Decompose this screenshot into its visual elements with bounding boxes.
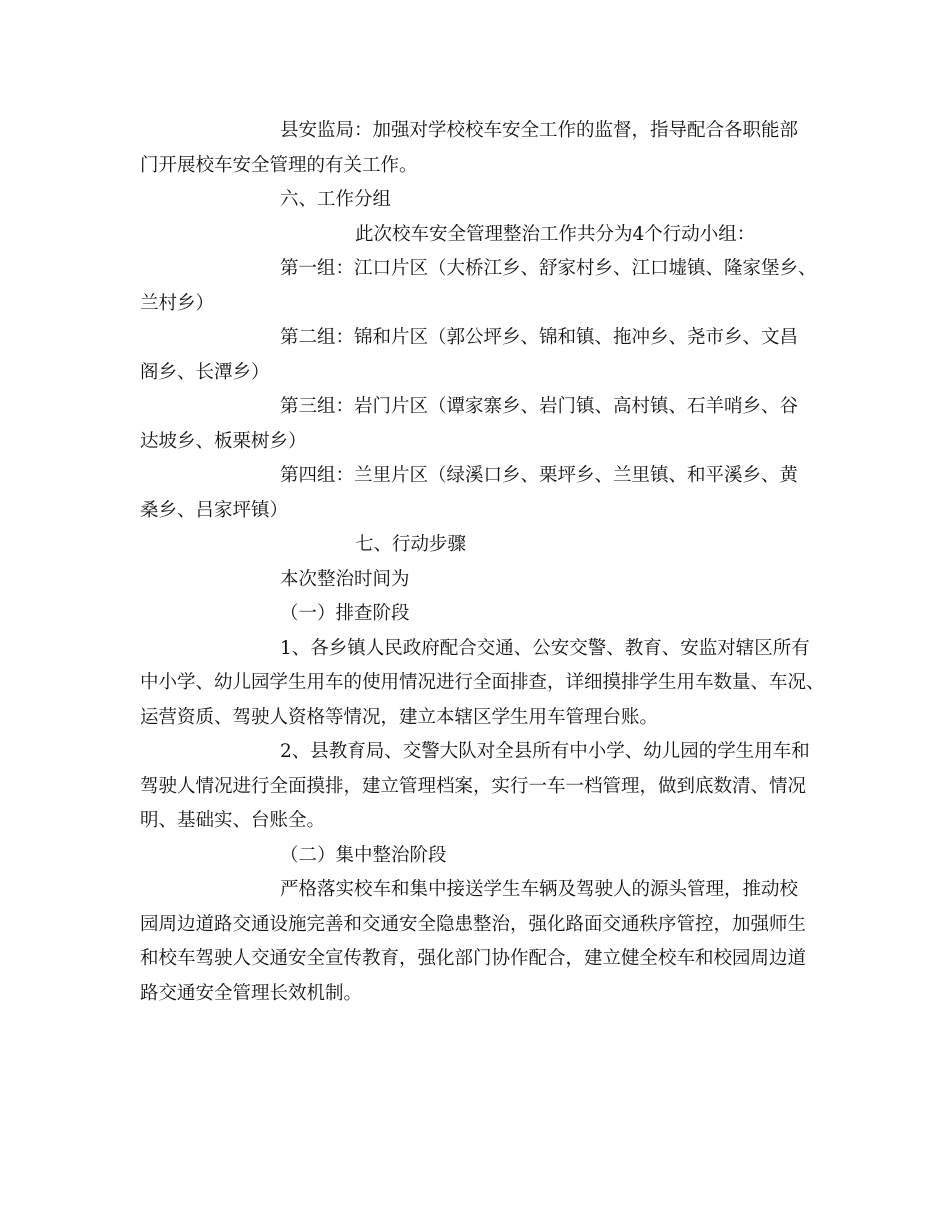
subsection-heading: （一）排查阶段 — [280, 603, 410, 624]
paragraph-line: 驾驶人情况进行全面摸排，建立管理档案，实行一车一档管理，做到底数清、情况 — [140, 775, 807, 797]
paragraph-line: 运营资质、驾驶人资格等情况，建立本辖区学生用车管理台账。 — [140, 706, 659, 728]
paragraph-line: 本次整治时间为 — [280, 568, 410, 590]
paragraph-line: 第三组：岩门片区（谭家寨乡、岩门镇、高村镇、石羊哨乡、谷 — [280, 396, 799, 417]
paragraph-line: 中小学、幼儿园学生用车的使用情况进行全面排查，详细摸排学生用车数量、车况、 — [140, 672, 825, 693]
paragraph-line: 明、基础实、台账全。 — [140, 810, 326, 831]
paragraph-line: 达坡乡、板栗树乡） — [140, 430, 307, 452]
paragraph-line: 桑乡、吕家坪镇） — [140, 499, 289, 521]
paragraph-line: 1、各乡镇人民政府配合交通、公安交警、教育、安监对辖区所有 — [280, 637, 810, 659]
section-heading: 七、行动步骤 — [355, 534, 467, 555]
paragraph-line: 县安监局：加强对学校校车安全工作的监督，指导配合各职能部 — [280, 120, 799, 141]
section-heading: 六、工作分组 — [280, 189, 392, 210]
paragraph-line: 门开展校车安全管理的有关工作。 — [140, 154, 418, 176]
subsection-heading: （二）集中整治阶段 — [280, 844, 447, 866]
paragraph-line: 和校车驾驶人交通安全宣传教育，强化部门协作配合，建立健全校车和校园周边道 — [140, 948, 807, 969]
paragraph-line: 第二组：锦和片区（郭公坪乡、锦和镇、拖冲乡、尧市乡、文昌 — [280, 327, 799, 348]
paragraph-line: 2、县教育局、交警大队对全县所有中小学、幼儿园的学生用车和 — [280, 741, 810, 762]
paragraph-line: 兰村乡） — [140, 292, 215, 314]
paragraph-line: 此次校车安全管理整治工作共分为4个行动小组： — [355, 223, 756, 245]
paragraph-line: 园周边道路交通设施完善和交通安全隐患整治，强化路面交通秩序管控，加强师生 — [140, 913, 807, 935]
paragraph-line: 路交通安全管理长效机制。 — [140, 982, 363, 1004]
paragraph-line: 严格落实校车和集中接送学生车辆及驾驶人的源头管理，推动校 — [280, 879, 799, 900]
paragraph-line: 第一组：江口片区（大桥江乡、舒家村乡、江口墟镇、隆家堡乡、 — [280, 258, 817, 279]
document-body — [140, 114, 825, 1011]
paragraph-line: 第四组：兰里片区（绿溪口乡、栗坪乡、兰里镇、和平溪乡、黄 — [280, 465, 799, 486]
paragraph-line: 阁乡、长潭乡） — [140, 361, 270, 383]
